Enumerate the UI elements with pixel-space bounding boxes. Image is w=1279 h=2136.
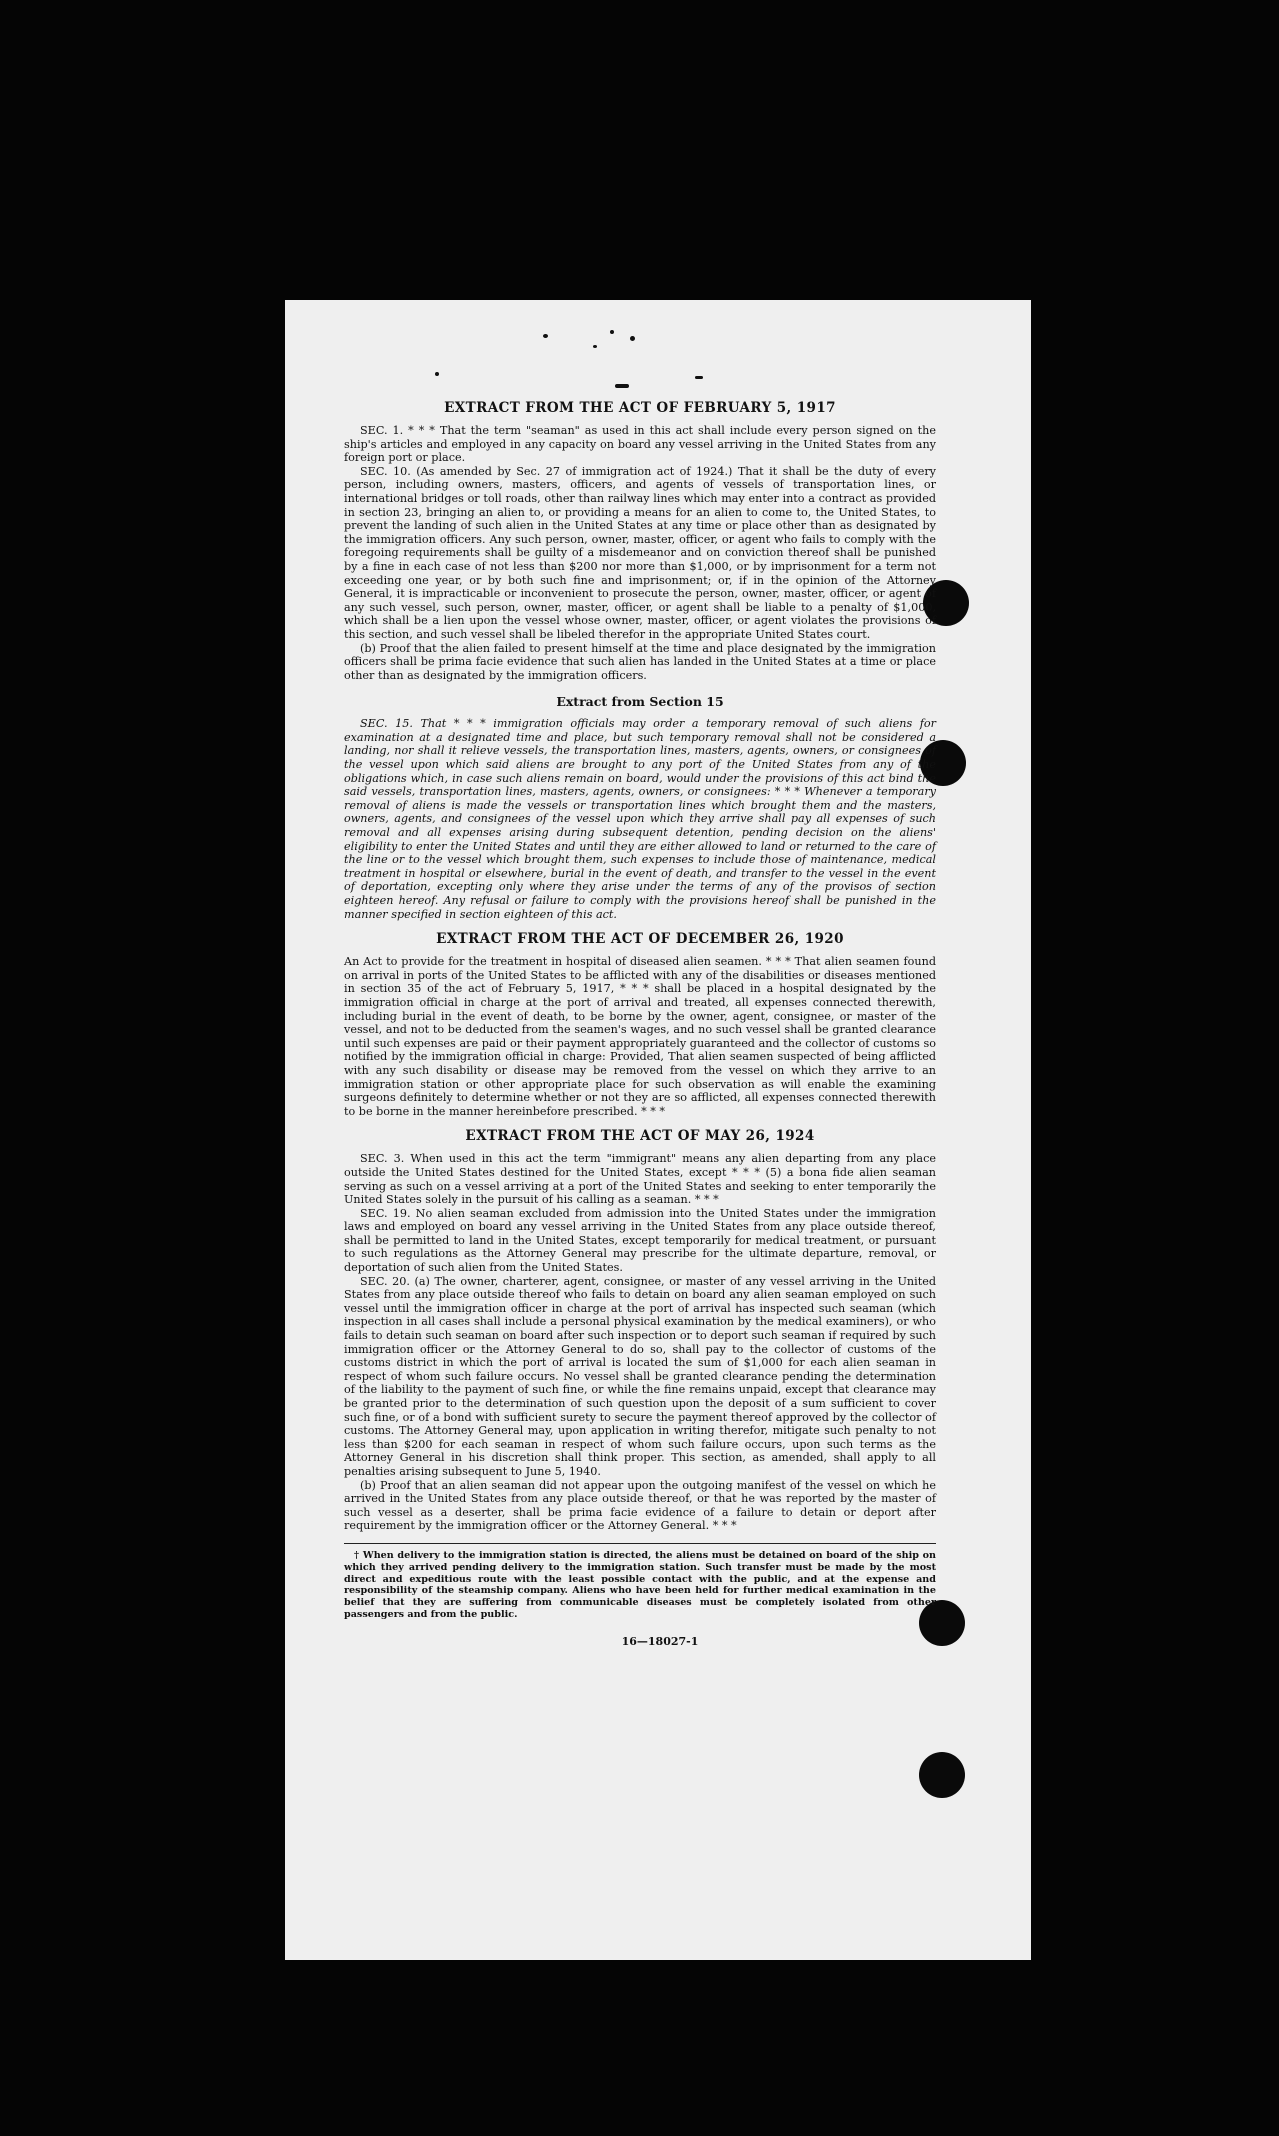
ink-speck	[610, 330, 614, 334]
paragraph: (b) Proof that the alien failed to present himself at the time and place designated by the immigration officers shall be prima facie evidence that such alien has landed in the United States at a time or place other than as designated by the immigration officers.	[344, 641, 936, 682]
document-page	[285, 300, 1031, 1960]
footnote-divider	[344, 1543, 936, 1544]
paragraph: SEC. 1. * * * That the term "seaman" as used in this act shall include every person signed on the ship's articles and employed in any capacity on board any vessel arriving in the United States from any foreign port or place.	[344, 424, 936, 465]
paragraph: SEC. 15. That * * * immigration officials may order a temporary removal of such aliens for examination at a designated time and place, but such temporary removal shall not be considered a landing, nor shall it relieve vessels, the transportation lines, masters, agents, owners, or consignees of the vessel upon which said aliens are brought to any port of the United States from any of the obligations which, in case such aliens remain on board, would under the provisions of this act bind the said vessels, transportation lines, masters, agents, owners, or consignees: * * * Whenever a temporary removal of aliens is made the vessels or transportation lines which brought them and the masters, owners, agents, and consignees of the vessel upon which they arrive shall pay all expenses of such removal and all expenses arising during subsequent detention, pending decision on the aliens' eligibility to enter the United States and until they are either allowed to land or returned to the care of the line or to the vessel which brought them, such expenses to include those of maintenance, medical treatment in hospital or elsewhere, burial in the event of death, and transfer to the vessel in the event of deportation, excepting only where they arise under the terms of any of the provisos of section eighteen hereof. Any refusal or failure to comply with the provisions hereof shall be punished in the manner specified in section eighteen of this act.	[344, 717, 936, 921]
ink-speck	[630, 336, 635, 341]
ink-speck	[543, 334, 548, 338]
section-heading: EXTRACT FROM THE ACT OF FEBRUARY 5, 1917	[444, 400, 836, 416]
section-heading: EXTRACT FROM THE ACT OF DECEMBER 26, 1920	[436, 931, 844, 948]
footnote: † When delivery to the immigration station is directed, the aliens must be detained on board of the ship on which they arrived pending delivery to the immigration station. Such transfer must be made by the most direct and expeditious route with the least possible contact with the public, and at the expense and responsibility of the steamship company. Aliens who have been held for further medical examination in the belief that they are suffering from communicable diseases must be completely isolated from other passengers and from the public.	[344, 1549, 936, 1620]
paragraph: SEC. 20. (a) The owner, charterer, agent, consignee, or master of any vessel arriving in the United States from any place outside thereof who fails to detain on board any alien seaman employed on such vessel until the immigration officer in charge at the port of arrival has inspected such seaman (which inspection in all cases shall include a personal physical examination by the medical examiners), or who fails to detain such seaman on board after such inspection or to deport such seaman if required by such immigration officer or the Attorney General to do so, shall pay to the collector of customs of the customs district in which the port of arrival is located the sum of $1,000 for each alien seaman in respect of whom such failure occurs. No vessel shall be granted clearance pending the determination of the liability to the payment of such fine, or while the fine remains unpaid, except that clearance may be granted prior to the determination of such question upon the deposit of a sum sufficient to cover such fine, or of a bond with sufficient surety to secure the payment thereof approved by the collector of customs. The Attorney General may, upon application in writing therefor, mitigate such penalty to not less than $200 for each seaman in respect of whom such failure occurs, upon such terms as the Attorney General in his discretion shall think proper. This section, as amended, shall apply to all penalties arising subsequent to June 5, 1940.	[344, 1274, 936, 1478]
ink-speck	[695, 376, 703, 379]
paragraph: SEC. 10. (As amended by Sec. 27 of immigration act of 1924.) That it shall be the duty of every person, including owners, masters, officers, and agents of vessels of transportation lines, or international bridges or toll roads, other than railway lines which may enter into a contract as provided in section 23, bringing an alien to, or providing a means for an alien to come to, the United States, to prevent the landing of such alien in the United States at any time or place other than as designated by the immigration officers. Any such person, owner, master, officer, or agent who fails to comply with the foregoing requirements shall be guilty of a misdemeanor and on conviction thereof shall be punished by a fine in each case of not less than $200 nor more than $1,000, or by imprisonment for a term not exceeding one year, or by both such fine and imprisonment; or, if in the opinion of the Attorney General, it is impracticable or inconvenient to prosecute the person, owner, master, officer, or agent of any such vessel, such person, owner, master, officer, or agent shall be liable to a penalty of $1,000, which shall be a lien upon the vessel whose owner, master, officer, or agent violates the provisions of this section, and such vessel shall be libeled therefor in the appropriate United States court.	[344, 464, 936, 641]
subsection-heading: Extract from Section 15	[556, 694, 724, 710]
section-heading: EXTRACT FROM THE ACT OF MAY 26, 1924	[465, 1128, 815, 1145]
document-body	[344, 400, 936, 1648]
form-number: 16—18027-1	[621, 1634, 699, 1648]
paragraph: (b) Proof that an alien seaman did not appear upon the outgoing manifest of the vessel on which he arrived in the United States from any place outside thereof, or that he was reported by the master of such vessel as a deserter, shall be prima facie evidence of a failure to detain or deport after requirement by the immigration officer or the Attorney General. * * *	[344, 1478, 936, 1533]
ink-speck	[593, 345, 597, 348]
paragraph: An Act to provide for the treatment in hospital of diseased alien seamen. * * * That alien seamen found on arrival in ports of the United States to be afflicted with any of the disabilities or diseases mentioned in section 35 of the act of February 5, 1917, * * * shall be placed in a hospital designated by the immigration official in charge at the port of arrival and treated, all expenses connected therewith, including burial in the event of death, to be borne by the owner, agent, consignee, or master of the vessel, and not to be deducted from the seamen's wages, and no such vessel shall be granted clearance until such expenses are paid or their payment appropriately guaranteed and the collector of customs so notified by the immigration official in charge: Provided, That alien seamen suspected of being afflicted with any such disability or disease may be removed from the vessel on which they arrive to an immigration station or other appropriate place for such observation as will enable the examining surgeons definitely to determine whether or not they are so afflicted, all expenses connected therewith to be borne in the manner hereinbefore prescribed. * * *	[344, 955, 936, 1118]
paragraph: SEC. 19. No alien seaman excluded from admission into the United States under the immigration laws and employed on board any vessel arriving in the United States from any place outside thereof, shall be permitted to land in the United States, except temporarily for medical treatment, or pursuant to such regulations as the Attorney General may prescribe for the ultimate departure, removal, or deportation of such alien from the United States.	[344, 1206, 936, 1275]
ink-speck	[435, 372, 439, 376]
paragraph: SEC. 3. When used in this act the term "immigrant" means any alien departing from any place outside the United States destined for the United States, except * * * (5) a bona fide alien seaman serving as such on a vessel arriving at a port of the United States and seeking to enter temporarily the United States solely in the pursuit of his calling as a seaman. * * *	[344, 1152, 936, 1207]
punch-hole	[919, 1752, 965, 1798]
ink-speck	[615, 384, 629, 388]
